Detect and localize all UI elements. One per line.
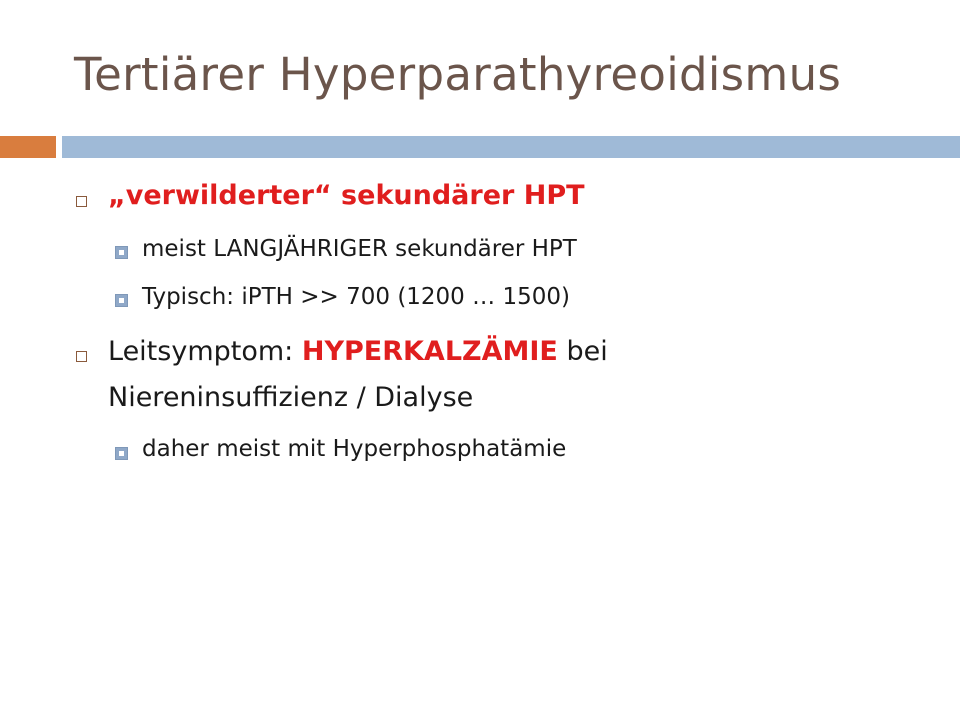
slide-title: Tertiärer Hyperparathyreoidismus	[74, 48, 842, 101]
sub-bullet-2-1: daher meist mit Hyperphosphatämie	[142, 436, 567, 462]
bullet-2-line-2: Niereninsuffizienz / Dialyse	[108, 382, 474, 413]
square-outline-icon	[76, 351, 87, 362]
square-filled-icon	[115, 246, 128, 259]
bullet-2-line-1	[108, 336, 608, 367]
bullet-1-text: „verwilderter“ sekundärer HPT	[108, 180, 585, 211]
square-outline-icon	[76, 196, 87, 207]
bullet-2-suffix: bei	[557, 336, 608, 367]
square-filled-icon	[115, 294, 128, 307]
accent-bar-orange	[0, 136, 56, 158]
square-filled-icon	[115, 447, 128, 460]
bullet-2-highlight: HYPERKALZÄMIE	[301, 336, 558, 367]
sub-bullet-1-1: meist LANGJÄHRIGER sekundärer HPT	[142, 236, 577, 262]
bullet-2-prefix: Leitsymptom:	[108, 336, 302, 367]
sub-bullet-1-2: Typisch: iPTH >> 700 (1200 … 1500)	[142, 284, 570, 310]
accent-bar-blue	[62, 136, 960, 158]
